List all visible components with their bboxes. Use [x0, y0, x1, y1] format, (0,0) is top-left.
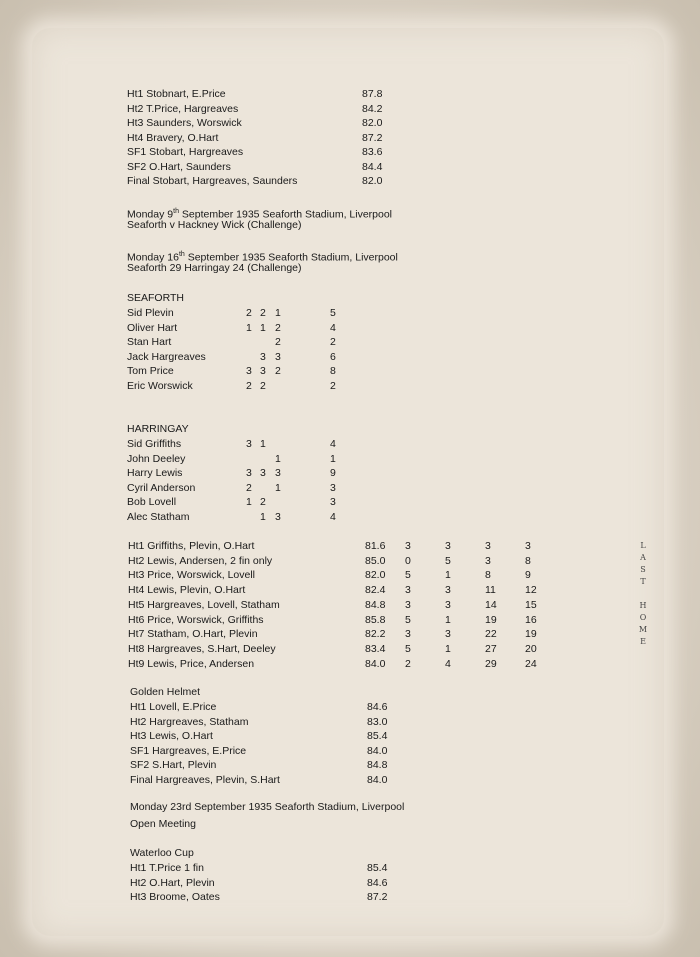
heat-running-score: 8: [485, 569, 491, 582]
rider-name: Alec Statham: [127, 510, 190, 523]
rider-score: 1: [260, 510, 266, 523]
side-note-letter: S: [640, 565, 646, 574]
side-note-letter: [636, 588, 650, 600]
rider-total: 5: [330, 307, 336, 319]
heat-running-score: 16: [525, 613, 537, 626]
result-label: Ht3 Saunders, Worswick: [127, 117, 242, 129]
seaforth-team-title: SEAFORTH: [127, 292, 184, 304]
rider-total: 2: [330, 336, 336, 348]
waterloo-cup-title: Waterloo Cup: [130, 847, 194, 859]
heat-points: 3: [405, 584, 411, 597]
golden-helmet-row-label: Ht1 Lovell, E.Price: [130, 701, 217, 713]
heat-points: 3: [405, 628, 411, 641]
heat-label: Ht4 Lewis, Plevin, O.Hart: [128, 584, 246, 597]
heat-points: 3: [445, 628, 451, 641]
golden-helmet-row-label: Ht3 Lewis, O.Hart: [130, 730, 213, 743]
rider-name: Sid Plevin: [127, 307, 174, 319]
heat-label: Ht1 Griffiths, Plevin, O.Hart: [128, 540, 255, 552]
rider-score: 3: [260, 350, 266, 363]
result-time: 82.0: [362, 117, 383, 129]
rider-score: 3: [275, 467, 281, 479]
rider-score: 2: [260, 307, 266, 319]
heat-label: Ht7 Statham, O.Hart, Plevin: [128, 628, 258, 641]
result-time: 82.0: [362, 175, 383, 187]
heat-points: 3: [405, 540, 411, 552]
heat-points: 3: [405, 598, 411, 611]
rider-score: 2: [275, 336, 281, 348]
result-label: Ht1 Stobnart, E.Price: [127, 88, 226, 100]
side-note-letter: A: [640, 553, 646, 562]
rider-score: 1: [275, 307, 281, 319]
heat-time: 85.8: [365, 613, 386, 626]
heat-time: 81.6: [365, 540, 386, 552]
rider-name: Sid Griffiths: [127, 438, 182, 450]
rider-score: 1: [246, 496, 252, 508]
meeting1-line2: Seaforth v Hackney Wick (Challenge): [127, 219, 302, 231]
heat-running-score: 12: [525, 584, 537, 597]
rider-score: 3: [246, 438, 252, 450]
heat-time: 84.8: [365, 598, 386, 611]
meeting2-line2: Seaforth 29 Harringay 24 (Challenge): [127, 262, 302, 274]
rider-total: 4: [330, 321, 336, 334]
heat-label: Ht5 Hargreaves, Lovell, Statham: [128, 598, 280, 611]
rider-total: 8: [330, 365, 336, 377]
rider-name: Tom Price: [127, 365, 174, 377]
heat-running-score: 22: [485, 628, 497, 641]
result-time: 83.6: [362, 146, 383, 158]
golden-helmet-row-label: Ht2 Hargreaves, Statham: [130, 715, 249, 728]
result-label: SF1 Stobart, Hargreaves: [127, 146, 244, 158]
heat-points: 1: [445, 569, 451, 582]
waterloo-row-label: Ht2 O.Hart, Plevin: [130, 876, 215, 889]
rider-total: 2: [330, 379, 336, 392]
rider-total: 3: [330, 481, 336, 494]
heat-running-score: 29: [485, 657, 497, 670]
rider-total: 6: [330, 350, 336, 363]
golden-helmet-row-time: 84.0: [367, 774, 388, 786]
result-label: Final Stobart, Hargreaves, Saunders: [127, 175, 298, 187]
rider-total: 9: [330, 467, 336, 479]
golden-helmet-row-time: 84.6: [367, 701, 388, 713]
heat-time: 84.0: [365, 657, 386, 670]
heat-points: 2: [405, 657, 411, 670]
meeting1-date: Monday 9th September 1935 Seaforth Stadium, Liverpool: [127, 208, 393, 221]
heat-running-score: 14: [485, 598, 497, 611]
heat-running-score: 11: [485, 584, 496, 597]
result-label: SF2 O.Hart, Saunders: [127, 160, 231, 173]
heat-time: 82.2: [365, 628, 386, 641]
heat-running-score: 24: [525, 657, 537, 670]
heat-points: 5: [405, 642, 411, 655]
result-label: Ht4 Bravery, O.Hart: [127, 131, 219, 144]
heat-running-score: 3: [485, 540, 491, 552]
heat-points: 3: [445, 540, 451, 552]
heat-points: 4: [445, 657, 451, 670]
waterloo-row-label: Ht1 T.Price 1 fin: [130, 862, 204, 874]
rider-name: Oliver Hart: [127, 321, 178, 334]
heat-points: 5: [405, 613, 411, 626]
rider-score: 1: [275, 452, 281, 465]
golden-helmet-row-time: 83.0: [367, 715, 388, 728]
golden-helmet-row-label: Final Hargreaves, Plevin, S.Hart: [130, 774, 280, 786]
rider-name: Bob Lovell: [127, 496, 177, 508]
heat-running-score: 20: [525, 642, 537, 655]
heat-label: Ht8 Hargreaves, S.Hart, Deeley: [128, 642, 276, 655]
rider-score: 1: [260, 321, 266, 334]
side-note-letter: H: [639, 601, 647, 610]
heat-points: 5: [405, 569, 411, 582]
golden-helmet-row-time: 84.8: [367, 759, 388, 772]
result-time: 84.4: [362, 160, 383, 173]
rider-score: 3: [246, 365, 252, 377]
waterloo-row-label: Ht3 Broome, Oates: [130, 891, 220, 904]
rider-name: Jack Hargreaves: [127, 350, 206, 363]
rider-total: 3: [330, 496, 336, 508]
rider-score: 1: [246, 321, 252, 334]
rider-name: Cyril Anderson: [127, 481, 196, 494]
meeting3-line1: Monday 23rd September 1935 Seaforth Stadium, Liverpool: [130, 801, 405, 813]
side-note-letter: M: [638, 625, 648, 634]
result-label: Ht2 T.Price, Hargreaves: [127, 102, 239, 115]
heat-time: 83.4: [365, 642, 386, 655]
side-note-letter: E: [640, 637, 646, 646]
rider-total: 4: [330, 438, 336, 450]
waterloo-row-time: 84.6: [367, 876, 388, 889]
rider-score: 3: [260, 365, 266, 377]
heat-label: Ht3 Price, Worswick, Lovell: [128, 569, 256, 582]
rider-score: 2: [275, 365, 281, 377]
side-note-letter: O: [639, 613, 647, 622]
side-note-letter: T: [640, 577, 646, 586]
heat-running-score: 9: [525, 569, 531, 582]
rider-score: 3: [246, 467, 252, 479]
heat-running-score: 19: [485, 613, 497, 626]
golden-helmet-row-time: 85.4: [367, 730, 388, 743]
heat-time: 82.4: [365, 584, 386, 597]
rider-score: 1: [260, 438, 266, 450]
heat-time: 82.0: [365, 569, 386, 582]
heat-running-score: 19: [525, 628, 537, 641]
rider-score: 1: [275, 481, 281, 494]
rider-name: Harry Lewis: [127, 467, 183, 479]
golden-helmet-row-time: 84.0: [367, 744, 388, 757]
heat-running-score: 8: [525, 554, 531, 567]
heat-points: 3: [445, 584, 451, 597]
heat-label: Ht9 Lewis, Price, Andersen: [128, 657, 255, 670]
harringay-team-title: HARRINGAY: [127, 423, 189, 435]
rider-score: 3: [275, 350, 281, 363]
rider-score: 2: [246, 379, 252, 392]
rider-score: 2: [246, 481, 252, 494]
side-note-letter: L: [640, 541, 646, 550]
rider-name: John Deeley: [127, 452, 186, 465]
waterloo-row-time: 85.4: [367, 862, 388, 874]
meeting3-line2: Open Meeting: [130, 818, 196, 830]
heat-points: 0: [405, 554, 411, 567]
heat-points: 1: [445, 613, 451, 626]
rider-score: 2: [246, 307, 252, 319]
heat-running-score: 27: [485, 642, 497, 655]
heat-points: 3: [445, 598, 451, 611]
rider-score: 3: [260, 467, 266, 479]
rider-total: 4: [330, 510, 336, 523]
heat-points: 5: [445, 554, 451, 567]
rider-score: 2: [260, 496, 266, 508]
heat-points: 1: [445, 642, 451, 655]
rider-total: 1: [330, 452, 336, 465]
golden-helmet-row-label: SF1 Hargreaves, E.Price: [130, 744, 247, 757]
handwritten-side-note: [636, 540, 650, 648]
rider-score: 3: [275, 510, 281, 523]
rider-score: 2: [260, 379, 266, 392]
heat-label: Ht6 Price, Worswick, Griffiths: [128, 613, 264, 626]
rider-name: Eric Worswick: [127, 379, 193, 392]
heat-running-score: 3: [525, 540, 531, 552]
waterloo-row-time: 87.2: [367, 891, 388, 904]
heat-time: 85.0: [365, 554, 386, 567]
rider-name: Stan Hart: [127, 336, 172, 348]
golden-helmet-title: Golden Helmet: [130, 686, 201, 698]
heat-running-score: 3: [485, 554, 491, 567]
golden-helmet-row-label: SF2 S.Hart, Plevin: [130, 759, 217, 772]
result-time: 87.8: [362, 88, 383, 100]
result-time: 87.2: [362, 131, 383, 144]
rider-score: 2: [275, 321, 281, 334]
heat-running-score: 15: [525, 598, 537, 611]
heat-label: Ht2 Lewis, Andersen, 2 fin only: [128, 554, 273, 567]
meeting2-date: Monday 16th September 1935 Seaforth Stadium, Liverpool: [127, 251, 398, 264]
result-time: 84.2: [362, 102, 383, 115]
